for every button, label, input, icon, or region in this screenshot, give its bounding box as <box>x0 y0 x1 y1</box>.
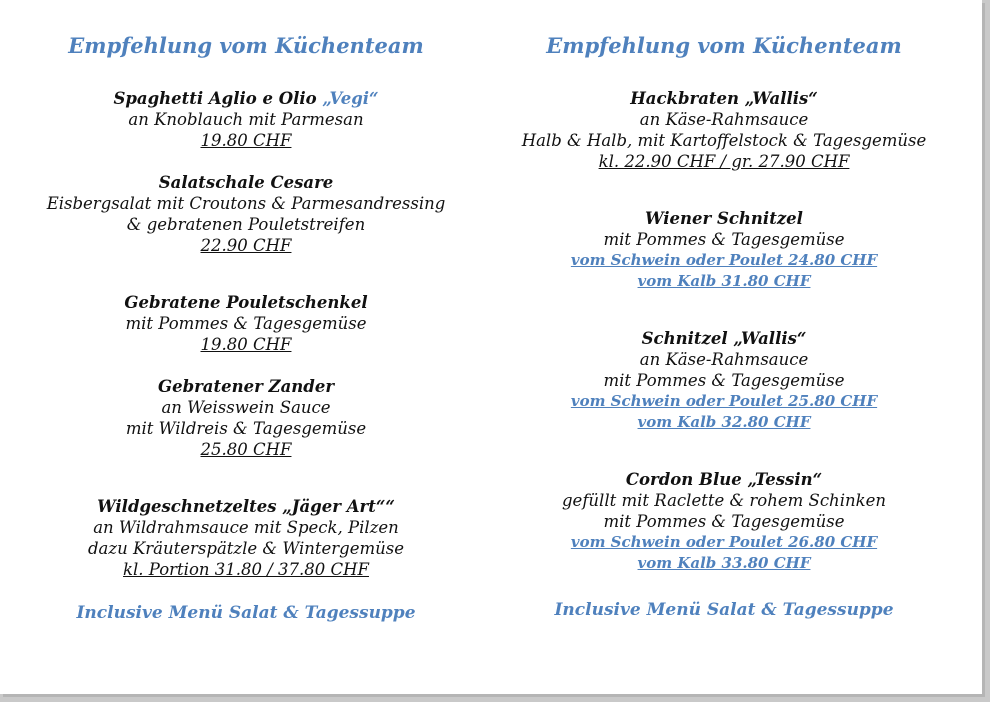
menu-item-spaghetti <box>16 88 476 151</box>
menu-item-description: an Käse-Rahmsauce <box>639 350 809 369</box>
column-heading: Empfehlung vom Küchenteam <box>546 33 902 58</box>
price-link-kalb[interactable]: vom Kalb 33.80 CHF <box>637 554 811 572</box>
menu-item-price: 19.80 CHF <box>200 335 292 354</box>
menu-item-title: Cordon Blue „Tessin“ <box>625 470 823 489</box>
menu-item-description: Eisbergsalat mit Croutons & Parmesandressing <box>46 194 446 213</box>
menu-item-description: gefüllt mit Raclette & rohem Schinken <box>562 491 886 510</box>
menu-footer: Inclusive Menü Salat & Tagessuppe <box>76 603 416 623</box>
menu-item-price: 22.90 CHF <box>200 236 292 255</box>
menu-item-description: mit Pommes & Tagesgemüse <box>603 371 845 390</box>
price-link-schwein-poulet[interactable]: vom Schwein oder Poulet 26.80 CHF <box>570 533 878 551</box>
menu-item-description: mit Pommes & Tagesgemüse <box>603 512 845 531</box>
menu-item-title: Gebratener Zander <box>157 377 335 396</box>
menu-column-left <box>16 32 476 625</box>
column-heading: Empfehlung vom Küchenteam <box>68 33 424 58</box>
menu-item-zander <box>16 376 476 460</box>
menu-item-description: mit Pommes & Tagesgemüse <box>603 230 845 249</box>
menu-footer: Inclusive Menü Salat & Tagessuppe <box>554 600 894 620</box>
menu-item-wildgeschnetzeltes <box>16 496 476 580</box>
menu-item-price: kl. 22.90 CHF / gr. 27.90 CHF <box>598 152 850 171</box>
menu-item-wiener-schnitzel <box>494 208 954 292</box>
menu-item-description: Halb & Halb, mit Kartoffelstock & Tagesgemüse <box>521 131 927 150</box>
menu-item-price: 25.80 CHF <box>200 440 292 459</box>
menu-column-right <box>494 32 954 622</box>
menu-item-description: dazu Kräuterspätzle & Wintergemüse <box>87 539 405 558</box>
menu-item-cordon-blue <box>494 469 954 574</box>
menu-item-title: Wildgeschnetzeltes „Jäger Art““ <box>97 497 395 516</box>
menu-item-salatschale <box>16 172 476 256</box>
menu-item-schnitzel-wallis <box>494 328 954 433</box>
menu-item-title: Hackbraten „Wallis“ <box>630 89 818 108</box>
menu-item-title: Salatschale Cesare <box>158 173 334 192</box>
menu-item-description: an Weisswein Sauce <box>161 398 331 417</box>
menu-item-name: Spaghetti Aglio e Olio <box>113 89 317 108</box>
menu-item-title: Wiener Schnitzel <box>645 209 803 228</box>
menu-item-pouletschenkel <box>16 292 476 355</box>
menu-item-description: mit Wildreis & Tagesgemüse <box>125 419 367 438</box>
vegi-tag: „Vegi“ <box>322 89 379 108</box>
menu-item-description: an Käse-Rahmsauce <box>639 110 809 129</box>
menu-item-description: an Knoblauch mit Parmesan <box>128 110 364 129</box>
menu-item-price: kl. Portion 31.80 / 37.80 CHF <box>123 560 369 579</box>
menu-item-description: mit Pommes & Tagesgemüse <box>125 314 367 333</box>
price-link-schwein-poulet[interactable]: vom Schwein oder Poulet 24.80 CHF <box>570 251 878 269</box>
menu-item-price: 19.80 CHF <box>200 131 292 150</box>
menu-item-title: Gebratene Pouletschenkel <box>124 293 368 312</box>
price-link-kalb[interactable]: vom Kalb 31.80 CHF <box>637 272 811 290</box>
menu-item-description: & gebratenen Pouletstreifen <box>126 215 366 234</box>
price-link-schwein-poulet[interactable]: vom Schwein oder Poulet 25.80 CHF <box>570 392 878 410</box>
menu-item-description: an Wildrahmsauce mit Speck, Pilzen <box>93 518 399 537</box>
price-link-kalb[interactable]: vom Kalb 32.80 CHF <box>637 413 811 431</box>
menu-item-hackbraten <box>494 88 954 172</box>
menu-item-title <box>16 88 476 109</box>
menu-item-title: Schnitzel „Wallis“ <box>641 329 807 348</box>
